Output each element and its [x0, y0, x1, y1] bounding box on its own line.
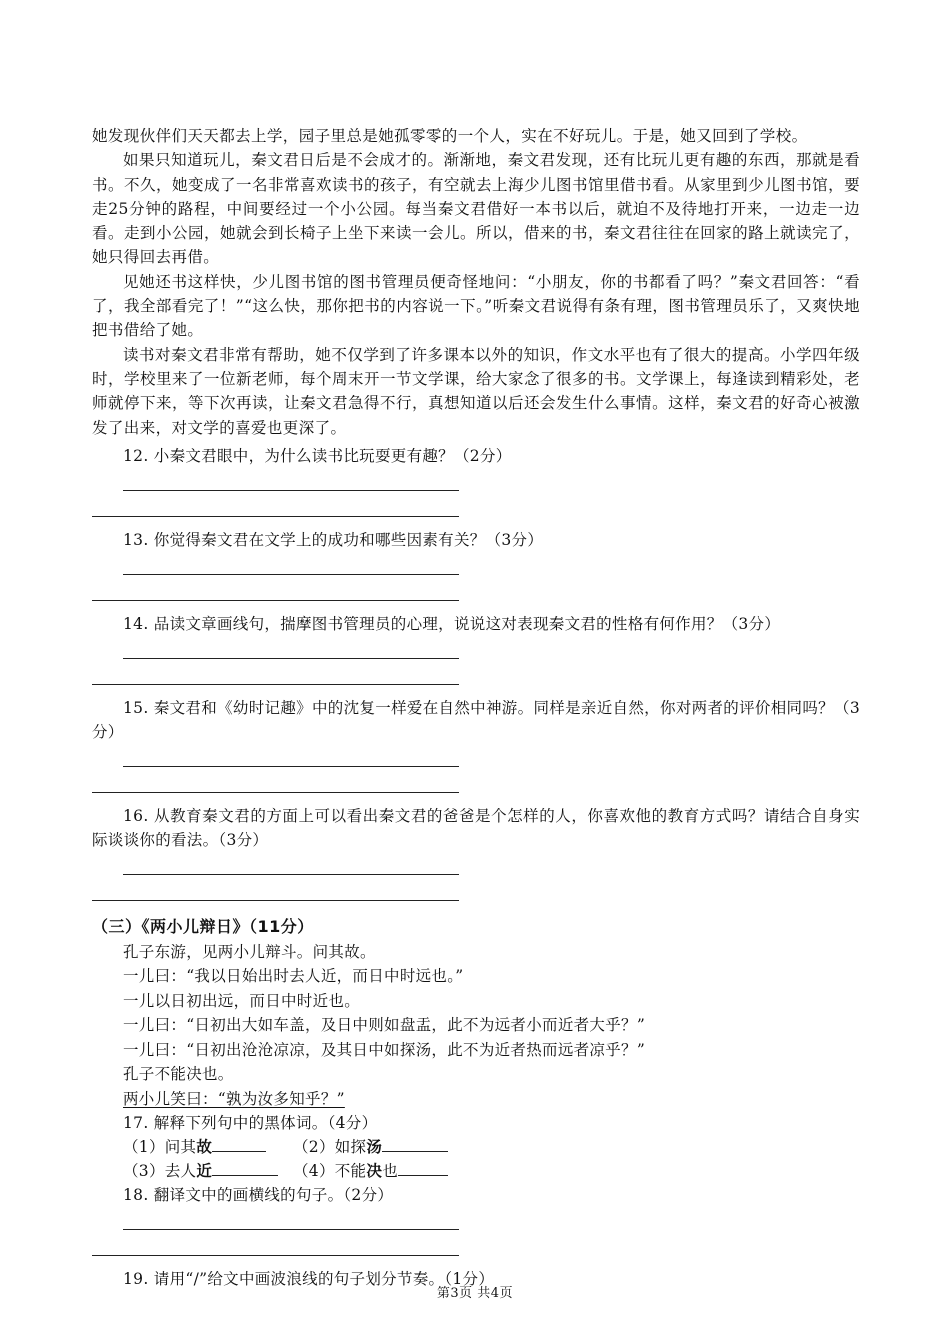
answer-line[interactable] [123, 1229, 459, 1230]
answer-area-13[interactable] [92, 558, 860, 608]
fill-item [293, 1159, 463, 1183]
classical-text-line: 一儿以日初出远，而日中时近也。 [123, 991, 361, 1010]
classical-text-line: 孔子不能决也。 [123, 1065, 234, 1084]
question-17: 17. 解释下列句中的黑体词。（4分） [123, 1114, 378, 1133]
answer-line[interactable] [92, 900, 459, 901]
question-16: 16. 从教育秦文君的方面上可以看出秦文君的爸爸是个怎样的人，你喜欢他的教育方式吗？请结合自身实际谈谈你的看法。（3分） [92, 806, 860, 849]
answer-area-14[interactable] [92, 642, 860, 692]
answer-line[interactable] [123, 766, 459, 767]
question-18: 18. 翻译文中的画横线的句子。（2分） [123, 1186, 394, 1205]
passage-paragraph-4: 读书对秦文君非常有帮助，她不仅学到了许多课本以外的知识，作文水平也有了很大的提高。小学四年级时，学校里来了一位新老师，每个周末开一节文学课，给大家念了很多的书。文学课上，每逢读到精彩处，老师就停下来，等下次再读，让秦文君急得不行，真想知道以后还会发生什么事情。这样，秦文君的好奇心被激发了出来，对文学的喜爱也更深了。 [92, 345, 860, 437]
bold-keyword: 故 [196, 1138, 213, 1157]
question-12: 12. 小秦文君眼中，为什么读书比玩耍更有趣？（2分） [123, 446, 512, 465]
passage-paragraph-2: 如果只知道玩儿，秦文君日后是不会成才的。渐渐地，秦文君发现，还有比玩儿更有趣的东西，那就是看书。不久，她变成了一名非常喜欢读书的孩子，有空就去上海少儿图书馆里借书看。从家里到少儿图书馆，要走25分钟的路程，中间要经过一个小公园。每当秦文君借好一本书以后，就迫不及待地打开来，一边走一边看。走到小公园，她就会到长椅子上坐下来读一会儿。所以，借来的书，秦文君往往在回家的路上就读完了，她只得回去再借。 [92, 151, 860, 267]
bold-keyword: 决 [366, 1162, 383, 1181]
answer-area-12[interactable] [92, 474, 860, 524]
answer-area-15[interactable] [92, 750, 860, 800]
classical-text-line: 一儿曰：“日初出大如车盖，及日中则如盘盂，此不为远者小而近者大乎？” [123, 1016, 646, 1035]
answer-line[interactable] [92, 516, 459, 517]
classical-text-line: 孔子东游，见两小儿辩斗。问其故。 [123, 942, 376, 961]
answer-area-18[interactable] [92, 1213, 860, 1263]
question-13: 13. 你觉得秦文君在文学上的成功和哪些因素有关？（3分） [123, 530, 544, 549]
fill-suffix: 也 [382, 1162, 398, 1181]
answer-line[interactable] [92, 600, 459, 601]
fill-row-2 [92, 1159, 860, 1183]
answer-line[interactable] [92, 684, 459, 685]
fill-blank[interactable] [212, 1137, 266, 1152]
fill-blank[interactable] [382, 1137, 448, 1152]
passage-paragraph-3: 见她还书这样快，少儿图书馆的图书管理员便奇怪地问：“小朋友，你的书都看了吗？”秦文君回答：“看了，我全部看完了！”“这么快，那你把书的内容说一下。”听秦文君说得有条有理，图书管理员乐了，又爽快地把书借给了她。 [92, 272, 860, 340]
answer-line[interactable] [123, 874, 459, 875]
classical-text-line: 一儿曰：“我以日始出时去人近，而日中时远也。” [123, 967, 464, 986]
fill-label: （1）问其 [123, 1138, 197, 1157]
answer-line[interactable] [123, 658, 459, 659]
answer-line[interactable] [123, 490, 459, 491]
answer-line[interactable] [92, 792, 459, 793]
fill-blank[interactable] [398, 1161, 448, 1176]
underlined-sentence [92, 1087, 860, 1112]
classical-text-line: 一儿曰：“日初出沧沧凉凉，及其日中如探汤，此不为近者热而远者凉乎？” [123, 1040, 646, 1059]
exam-page [92, 124, 860, 1291]
fill-blank[interactable] [212, 1161, 278, 1176]
section-heading: （三）《两小儿辩日》（11分） [92, 916, 314, 936]
answer-line[interactable] [123, 574, 459, 575]
answer-line[interactable] [92, 1255, 459, 1256]
underlined-text: 两小儿笑曰：“孰为汝多知乎？” [123, 1089, 345, 1108]
answer-area-16[interactable] [92, 858, 860, 908]
fill-row-1 [92, 1135, 860, 1159]
passage-paragraph-1: 她发现伙伴们天天都去上学，园子里总是她孤零零的一个人，实在不好玩儿。于是，她又回到了学校。 [92, 127, 808, 145]
fill-label: （2）如探 [293, 1138, 367, 1157]
page-footer: 第3页 共4页 [436, 1286, 514, 1301]
fill-item [123, 1159, 293, 1183]
bold-keyword: 汤 [366, 1138, 383, 1157]
question-15: 15. 秦文君和《幼时记趣》中的沈复一样爱在自然中神游。同样是亲近自然，你对两者的评价相同吗？（3分） [92, 698, 860, 741]
question-14: 14. 品读文章画线句，揣摩图书管理员的心理，说说这对表现秦文君的性格有何作用？（3分） [123, 614, 781, 633]
fill-item [123, 1135, 293, 1159]
fill-item [293, 1135, 463, 1159]
fill-label: （4）不能 [293, 1162, 367, 1181]
question-19: 19. 请用“/”给文中画波浪线的句子划分节奏。（1分） [123, 1270, 495, 1289]
fill-label: （3）去人 [123, 1162, 197, 1181]
bold-keyword: 近 [196, 1162, 213, 1181]
